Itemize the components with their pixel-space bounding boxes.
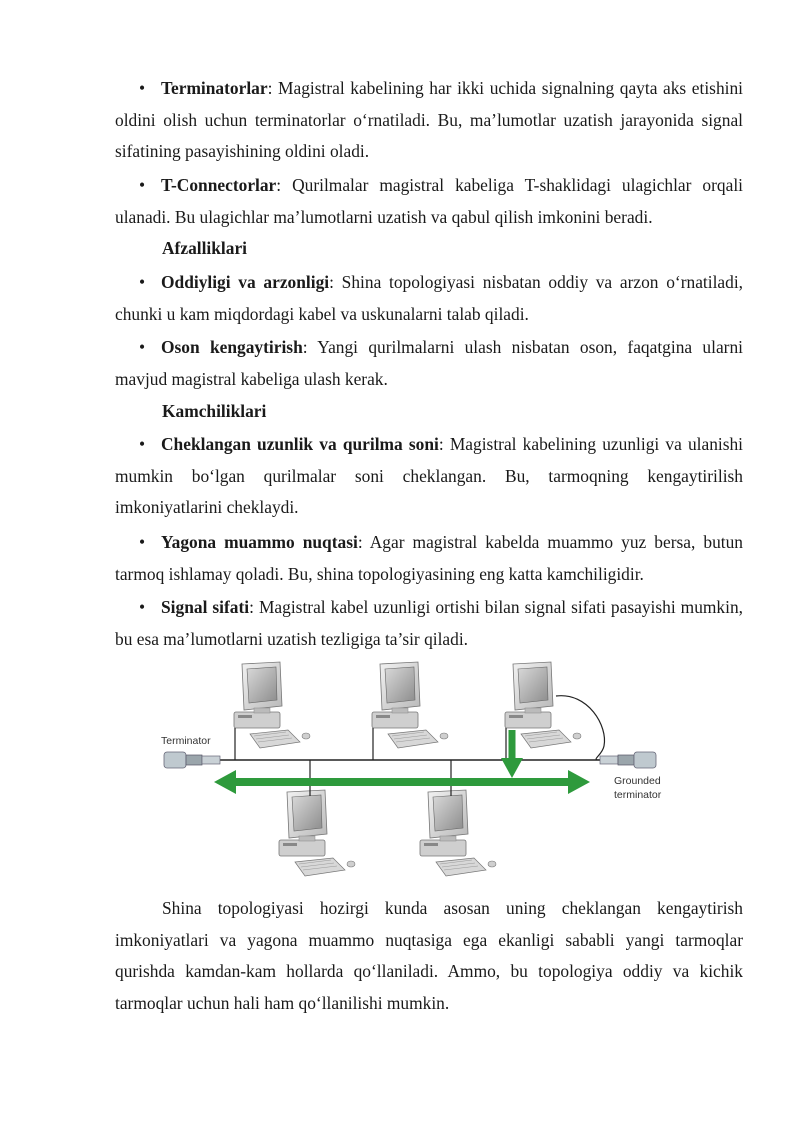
computer-icon <box>505 662 581 748</box>
bus-topology-figure <box>158 656 678 892</box>
bullet-signal-quality <box>115 592 743 655</box>
terminator-right-icon <box>600 752 656 768</box>
term-simplicity: Oddiyligi va arzonligi <box>161 272 330 292</box>
bullet-symbol: • <box>139 597 146 617</box>
computer-icon <box>420 790 496 876</box>
bullet-symbol: • <box>139 532 146 552</box>
bullet-easy-expansion <box>115 332 743 395</box>
term-terminators: Terminatorlar <box>161 78 268 98</box>
label-grounded-line1: Grounded <box>614 775 661 787</box>
label-terminator: Terminator <box>161 735 211 747</box>
text-t-connectors: : Qurilmalar magistral kabeliga T-shaklidagi ulagichlar orqali ulanadi. Bu ulagichlar ma’lumotlarni uzatish va qabul qilish imkonini beradi. <box>115 175 743 227</box>
bullet-symbol: • <box>139 272 146 292</box>
bullet-terminators <box>115 73 743 168</box>
bullet-symbol: • <box>139 434 146 454</box>
text-signal-quality: : Magistral kabel uzunligi ortishi bilan signal sifati pasayishi mumkin, bu esa ma’lumotlarni uzatish tezligiga ta’sir qiladi. <box>115 597 743 649</box>
terminator-left-icon <box>164 752 220 768</box>
bullet-limited-length <box>115 429 743 524</box>
heading-disadvantages: Kamchiliklari <box>162 401 267 421</box>
bullet-symbol: • <box>139 78 146 98</box>
text-easy-expansion: : Yangi qurilmalarni ulash nisbatan oson, faqatgina ularni mavjud magistral kabeliga ulash kerak. <box>115 337 743 389</box>
text-simplicity: : Shina topologiyasi nisbatan oddiy va arzon o‘rnatiladi, chunki u kam miqdordagi kabel va uskunalarni talab qiladi. <box>115 272 743 324</box>
term-signal-quality: Signal sifati <box>161 597 250 617</box>
term-easy-expansion: Oson kengaytirish <box>161 337 303 357</box>
bullet-t-connectors <box>115 170 743 233</box>
computer-icon <box>234 662 310 748</box>
text-terminators: : Magistral kabelining har ikki uchida signalning qayta aks etishini oldini olish uchun terminatorlar o‘rnatiladi. Bu, ma’lumotlar uzatish jarayonida signal sifatining pasayishining oldini oladi. <box>115 78 743 161</box>
computer-icon <box>279 790 355 876</box>
text-limited-length: : Magistral kabelining uzunligi va ulanishi mumkin bo‘lgan qurilmalar soni cheklangan. Bu, tarmoqning kengaytirilish imkoniyatlarini cheklaydi. <box>115 434 744 517</box>
closing-paragraph: Shina topologiyasi hozirgi kunda asosan uning cheklangan kengaytirish imkoniyatlari va yagona muammo nuqtasiga ega ekanligi sababli yangi tarmoqlar qurishda kamdan-kam hollarda qo‘llaniladi. Ammo, bu topologiya oddiy va kichik tarmoqlar uchun hali ham qo‘llanilishi mumkin. <box>115 898 743 1013</box>
heading-advantages: Afzalliklari <box>162 238 248 258</box>
term-t-connectors: T-Connectorlar <box>161 175 277 195</box>
bullet-symbol: • <box>139 175 146 195</box>
bus-topology-diagram <box>158 656 678 892</box>
bullet-simplicity <box>115 267 743 330</box>
bullet-symbol: • <box>139 337 146 357</box>
term-limited-length: Cheklangan uzunlik va qurilma soni <box>161 434 439 454</box>
text-single-point: : Agar magistral kabelda muammo yuz bersa, butun tarmoq ishlamay qoladi. Bu, shina topologiyasining eng katta kamchiligidir. <box>115 532 744 584</box>
computer-icon <box>372 662 448 748</box>
bullet-single-point <box>115 527 743 590</box>
label-grounded-line2: terminator <box>614 789 662 801</box>
term-single-point: Yagona muammo nuqtasi <box>161 532 358 552</box>
